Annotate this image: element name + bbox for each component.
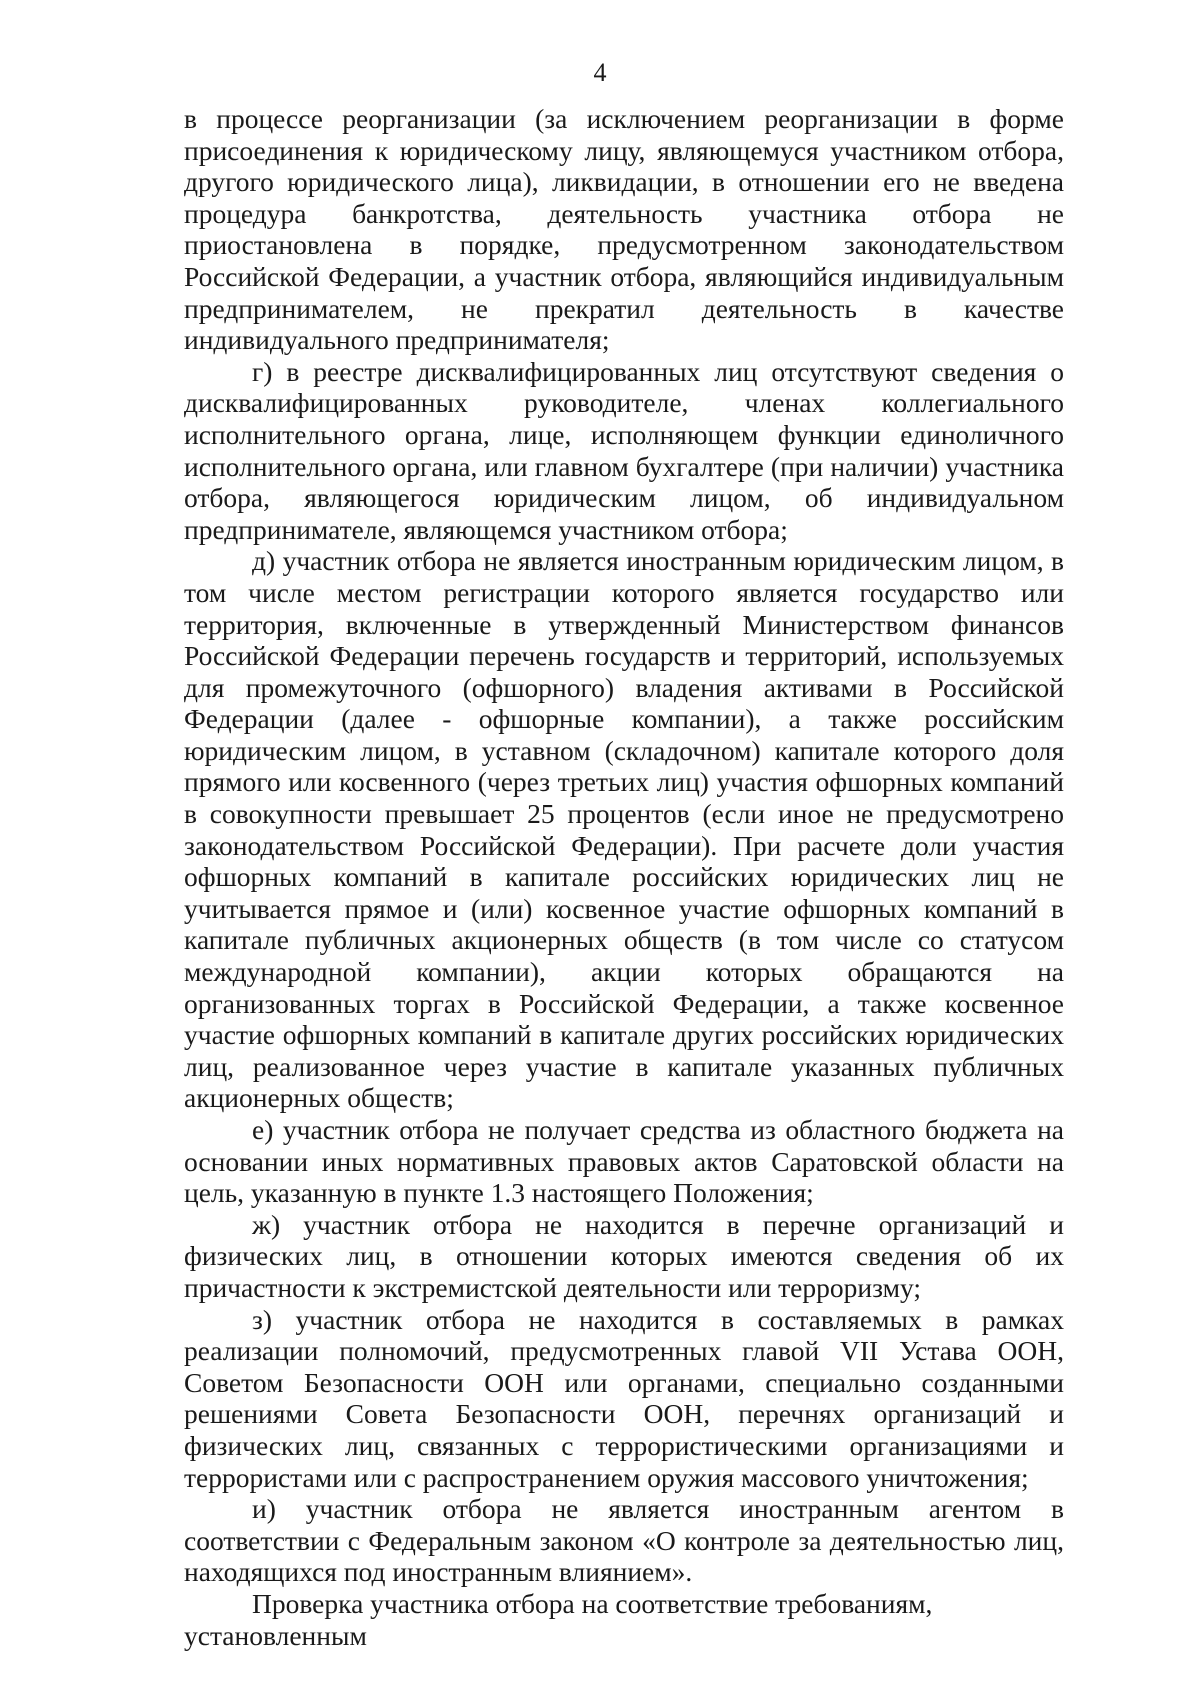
paragraph-item-zh: ж) участник отбора не находится в перечне организаций и физических лиц, в отношении которых имеются сведения об их причастности к экстремистской деятельности или терроризму;	[184, 1208, 1064, 1303]
page-number: 4	[593, 58, 607, 87]
paragraph-continuation: в процессе реорганизации (за исключением реорганизации в форме присоединения к юридическому лицу, являющемуся участником отбора, другого юридического лица), ликвидации, в отношении его не введена процедура банкротства, деятельность участника отбора не приостановлена в порядке, предусмотренном законодательством Российской Федерации, а участник отбора, являющийся индивидуальным предпринимателем, не прекратил деятельность в качестве индивидуального предпринимателя;	[184, 103, 1064, 356]
paragraph-item-e: е) участник отбора не получает средства из областного бюджета на основании иных нормативных правовых актов Саратовской области на цель, указанную в пункте 1.3 настоящего Положения;	[184, 1114, 1064, 1209]
paragraph-item-i: и) участник отбора не является иностранным агентом в соответствии с Федеральным законом «О контроле за деятельностью лиц, находящихся под иностранным влиянием».	[184, 1493, 1064, 1588]
document-body	[184, 103, 1064, 1651]
paragraph-item-g: г) в реестре дисквалифицированных лиц отсутствуют сведения о дисквалифицированных руководителе, членах коллегиального исполнительного органа, лице, исполняющем функции единоличного исполнительного органа, или главном бухгалтере (при наличии) участника отбора, являющегося юридическим лицом, об индивидуальном предпринимателе, являющемся участником отбора;	[184, 355, 1064, 545]
paragraph-item-d: д) участник отбора не является иностранным юридическим лицом, в том числе местом регистрации которого является государство или территория, включенные в утвержденный Министерством финансов Российской Федерации перечень государств и территорий, используемых для промежуточного (офшорного) владения активами в Российской Федерации (далее - офшорные компании), а также российским юридическим лицом, в уставном (складочном) капитале которого доля прямого или косвенного (через третьих лиц) участия офшорных компаний в совокупности превышает 25 процентов (если иное не предусмотрено законодательством Российской Федерации). При расчете доли участия офшорных компаний в капитале российских юридических лиц не учитывается прямое и (или) косвенное участие офшорных компаний в капитале публичных акционерных обществ (в том числе со статусом международной компании), акции которых обращаются на организованных торгах в Российской Федерации, а также косвенное участие офшорных компаний в капитале других российских юридических лиц, реализованное через участие в капитале указанных публичных акционерных обществ;	[184, 545, 1064, 1114]
paragraph-verification: Проверка участника отбора на соответствие требованиям, установленным	[184, 1587, 933, 1651]
paragraph-item-z: з) участник отбора не находится в составляемых в рамках реализации полномочий, предусмотренных главой VII Устава ООН, Советом Безопасности ООН или органами, специально созданными решениями Совета Безопасности ООН, перечнях организаций и физических лиц, связанных с террористическими организациями и террористами или с распространением оружия массового уничтожения;	[184, 1303, 1064, 1493]
